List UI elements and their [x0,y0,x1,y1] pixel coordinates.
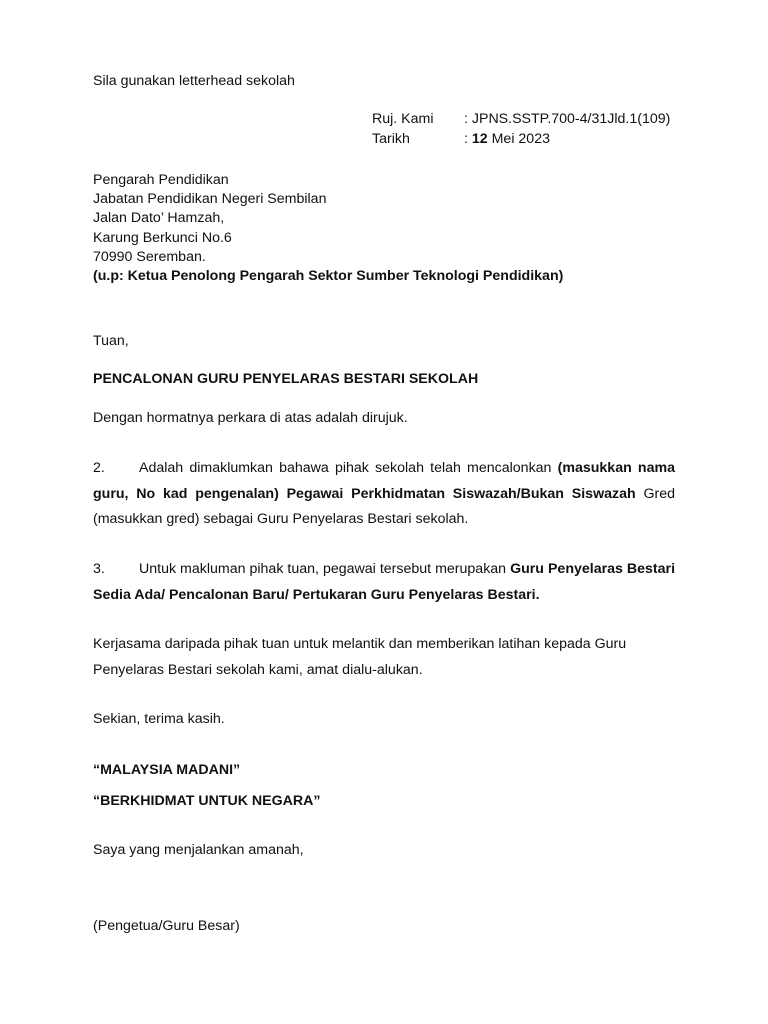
subject-heading: PENCALONAN GURU PENYELARAS BESTARI SEKOLAH [93,371,479,387]
tarikh-label: Tarikh [372,131,410,147]
address-line: 70990 Seremban. [93,249,206,265]
paragraph-number: 2. [93,460,105,476]
slogan-berkhidmat: “BERKHIDMAT UNTUK NEGARA” [93,793,321,809]
tarikh-prefix: : [464,131,472,147]
paragraph-number: 3. [93,561,105,577]
paragraph-3 [93,557,675,608]
letterhead-note: Sila gunakan letterhead sekolah [93,73,295,89]
tarikh-rest: Mei 2023 [487,131,550,147]
address-line: Karung Berkunci No.6 [93,230,232,246]
paragraph-text: Adalah dimaklumkan bahawa pihak sekolah telah mencalonkan [139,460,558,476]
tarikh-day: 12 [471,131,488,147]
closing-line: Sekian, terima kasih. [93,711,225,727]
paragraph-text: Untuk makluman pihak tuan, pegawai tersebut merupakan [139,561,511,577]
ruj-value: : JPNS.SSTP.700-4/31Jld.1(109) [464,111,671,127]
address-line: Pengarah Pendidikan [93,172,229,188]
sign-off: Saya yang menjalankan amanah, [93,842,304,858]
signatory: (Pengetua/Guru Besar) [93,918,240,934]
paragraph-4: Kerjasama daripada pihak tuan untuk melantik dan memberikan latihan kepada Guru Penyelaras Bestari sekolah kami, amat dialu-alukan. [93,636,627,678]
paragraph-text: Gred (masukkan gred) sebagai Guru Penyelaras Bestari sekolah. [93,485,676,527]
opening-paragraph: Dengan hormatnya perkara di atas adalah dirujuk. [93,410,408,426]
salutation: Tuan, [93,333,129,349]
paragraph-bold-text: (masukkan nama guru, No kad pengenalan) Pegawai Perkhidmatan Siswazah/Bukan Siswazah [93,460,675,502]
ruj-label: Ruj. Kami [372,111,434,127]
tarikh-value [464,131,550,147]
address-line: Jalan Dato’ Hamzah, [93,210,225,226]
slogan-malaysia-madani: “MALAYSIA MADANI” [93,762,241,778]
paragraph-2 [93,456,675,533]
attention-line: (u.p: Ketua Penolong Pengarah Sektor Sumber Teknologi Pendidikan) [93,268,564,284]
address-line: Jabatan Pendidikan Negeri Sembilan [93,191,327,207]
paragraph-bold-text: Guru Penyelaras Bestari Sedia Ada/ Pencalonan Baru/ Pertukaran Guru Penyelaras Bestari. [93,561,676,603]
